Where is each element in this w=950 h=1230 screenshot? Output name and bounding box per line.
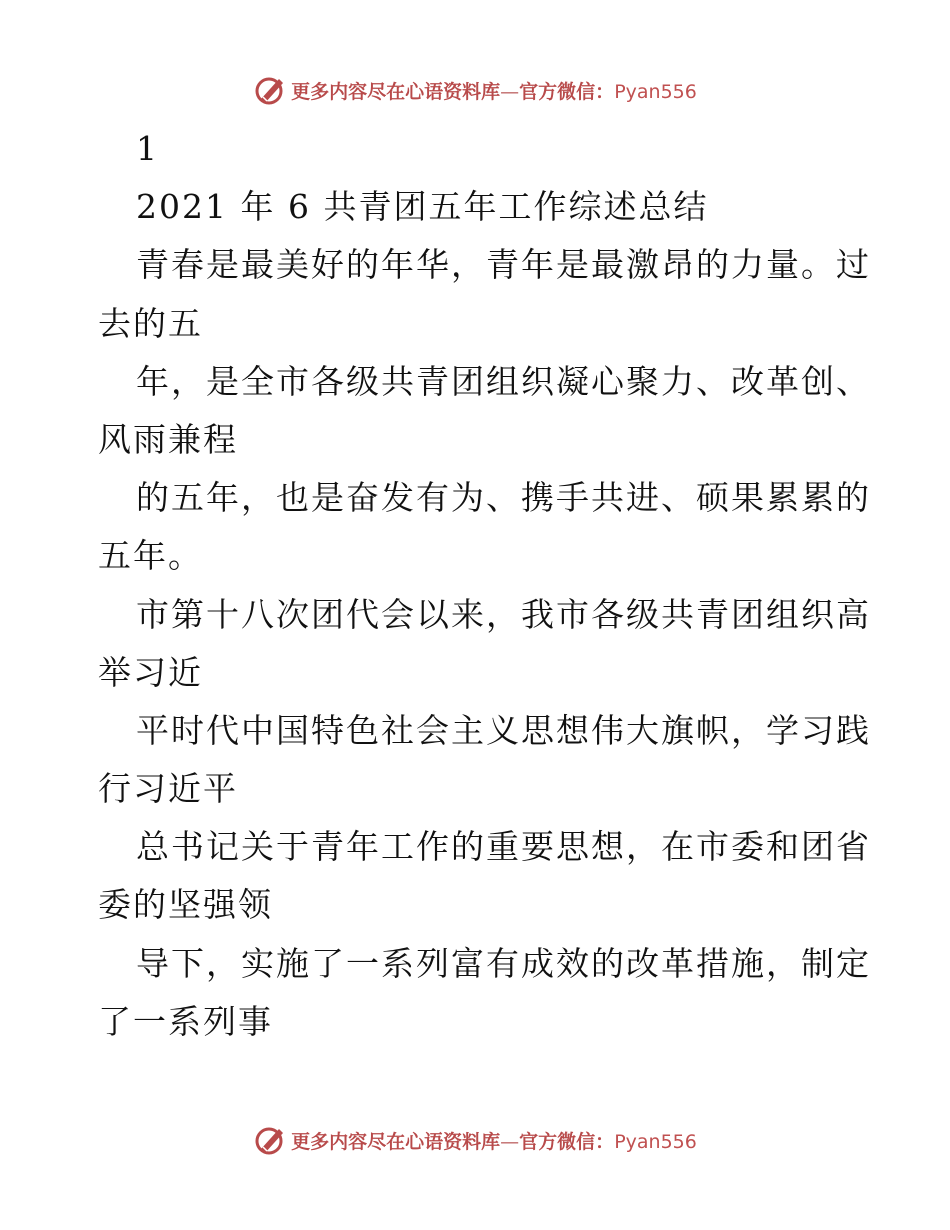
banner-separator: — xyxy=(500,1130,520,1153)
document-body xyxy=(98,120,871,1051)
footer-banner xyxy=(0,1120,950,1160)
document-line: 市第十八次团代会以来，我市各级共青团组织高 xyxy=(136,594,871,634)
document-line: 总书记关于青年工作的重要思想，在市委和团省 xyxy=(136,827,871,867)
banner-main-text: 更多内容尽在心语资料库 xyxy=(291,80,501,103)
header-banner xyxy=(0,70,950,110)
document-line: 五年。 xyxy=(98,536,203,576)
document-line: 导下，实施了一系列富有成效的改革措施，制定 xyxy=(136,943,871,983)
document-line: 的五年，也是奋发有为、携手共进、硕果累累的 xyxy=(136,478,871,518)
banner-text xyxy=(291,1127,697,1154)
banner-main-text: 更多内容尽在心语资料库 xyxy=(291,1130,501,1153)
banner-wechat-label: 官方微信： xyxy=(519,80,615,103)
document-line: 委的坚强领 xyxy=(98,885,273,925)
document-line: 风雨兼程 xyxy=(98,419,238,459)
document-line: 2021 年 6 共青团五年工作综述总结 xyxy=(136,187,709,227)
document-line: 年，是全市各级共青团组织凝心聚力、改革创、 xyxy=(136,361,871,401)
document-line: 青春是最美好的年华，青年是最激昂的力量。过 xyxy=(136,245,871,285)
document-line: 举习近 xyxy=(98,652,203,692)
document-line: 去的五 xyxy=(98,303,203,343)
banner-text xyxy=(291,77,697,104)
banner-separator: — xyxy=(500,80,520,103)
banner-handle: Pyan556 xyxy=(614,80,697,103)
document-line: 1 xyxy=(136,129,159,168)
document-line: 行习近平 xyxy=(98,769,238,809)
banner-handle: Pyan556 xyxy=(614,1130,697,1153)
document-line: 平时代中国特色社会主义思想伟大旗帜，学习践 xyxy=(136,710,871,750)
pen-logo-icon xyxy=(253,1123,287,1157)
document-line: 了一系列事 xyxy=(98,1001,273,1041)
banner-wechat-label: 官方微信： xyxy=(519,1130,615,1153)
pen-logo-icon xyxy=(253,73,287,107)
